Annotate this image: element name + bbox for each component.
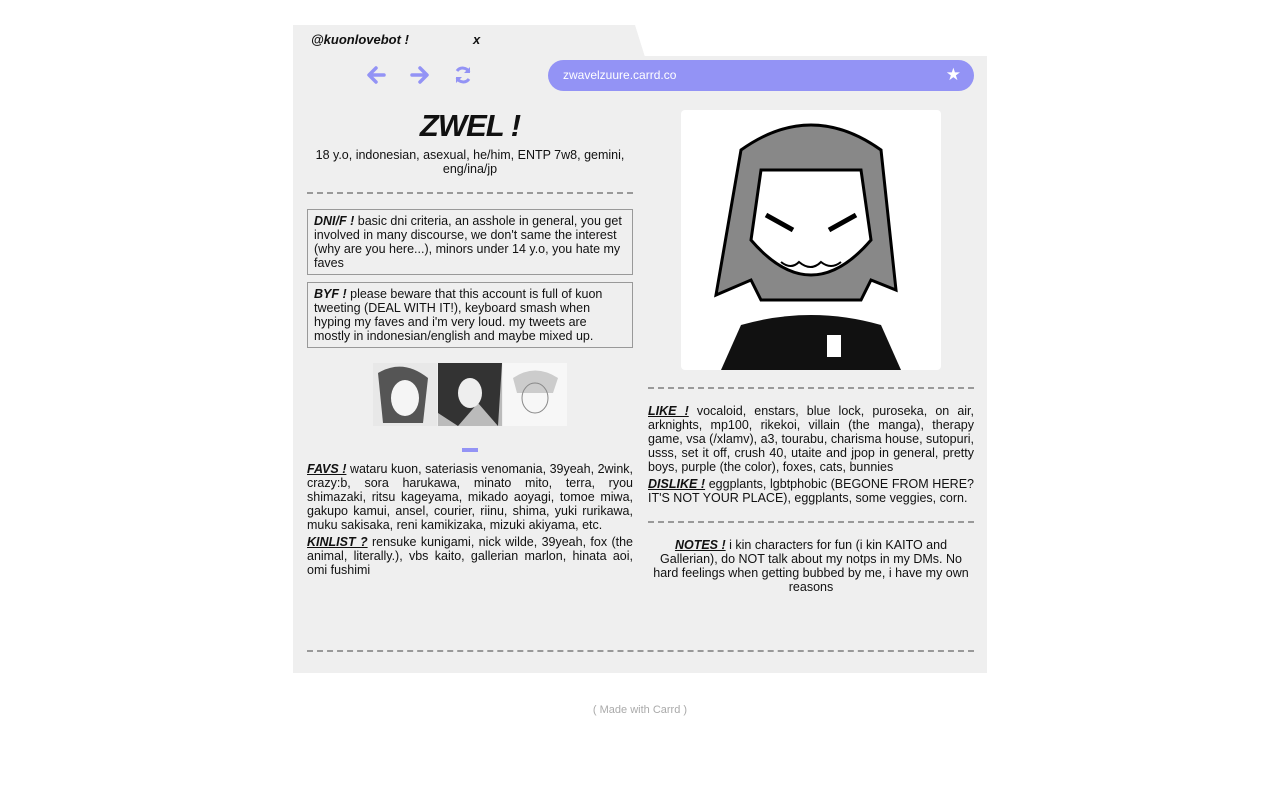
byf-box	[307, 282, 633, 348]
kinlist-label: KINLIST ?	[307, 535, 368, 549]
favs-label: FAVS !	[307, 462, 347, 476]
bottom-divider	[307, 650, 974, 652]
left-column	[307, 108, 633, 577]
right-column	[648, 387, 974, 594]
like-section	[648, 404, 974, 474]
tab-title: @kuonlovebot !	[311, 32, 409, 47]
dni-text: basic dni criteria, an asshole in general, you get involved in many discourse, we don't same the interest (why are you here...), minors under 14 y.o, you hate my faves	[314, 214, 622, 270]
dni-box	[307, 209, 633, 275]
notes-label: NOTES !	[674, 538, 726, 552]
notes-text: i kin characters for fun (i kin KAITO and Gallerian), do NOT talk about my notps in my DMs. No hard feelings when getting bubbed by me, i have my own reasons	[653, 538, 969, 594]
address-bar[interactable]	[548, 60, 974, 91]
gallery-image[interactable]	[373, 363, 437, 426]
byf-text: please beware that this account is full of kuon tweeting (DEAL WITH IT!), keyboard smash when hyping my faves and i'm very loud. my tweets are mostly in indonesian/english and maybe mixed up.	[314, 287, 603, 343]
forward-arrow-icon[interactable]	[410, 65, 430, 85]
divider	[307, 192, 633, 194]
image-gallery	[307, 363, 633, 426]
dislike-label: DISLIKE !	[648, 477, 706, 491]
favs-text: wataru kuon, sateriasis venomania, 39yeah, 2wink, crazy:b, sora harukawa, minato mito, terra, ryou shimazaki, ritsu kageyama, mikado aoyagi, tomoe miwa, gakupo kamui, ansel, courier, riinu, shima, yuki rurikawa, muku sakisaka, reni kamikizaka, mizuki akiyama, etc.	[307, 462, 634, 532]
like-label: LIKE !	[648, 404, 689, 418]
page-title: ZWEL !	[419, 108, 521, 143]
kinlist-section	[307, 535, 633, 577]
profile-avatar	[681, 110, 941, 370]
divider	[648, 521, 974, 523]
like-text: vocaloid, enstars, blue lock, puroseka, on air, arknights, mp100, rikekoi, villain (the manga), therapy game, vsa (/xlamv), a3, tourabu, charisma house, sutopuri, usss, set it off, crush 40, utaite and jpop in general, pretty boys, purple (the color), foxes, cats, bunnies	[648, 404, 974, 474]
byf-label: BYF !	[314, 287, 347, 301]
divider	[648, 387, 974, 389]
gallery-image[interactable]	[438, 363, 502, 426]
url-text: zwavelzuure.carrd.co	[563, 68, 677, 82]
gallery-image[interactable]	[503, 363, 567, 426]
dislike-section	[648, 477, 974, 505]
tab-close-button[interactable]: x	[473, 32, 481, 47]
profile-info: 18 y.o, indonesian, asexual, he/him, ENTP 7w8, gemini, eng/ina/jp	[315, 148, 625, 176]
made-with-carrd-link[interactable]: ( Made with Carrd )	[592, 704, 688, 716]
dislike-text: eggplants, lgbtphobic (BEGONE FROM HERE? IT'S NOT YOUR PLACE), eggplants, some veggies, corn.	[648, 477, 974, 505]
notes-section	[648, 538, 974, 594]
back-arrow-icon[interactable]	[366, 65, 386, 85]
carousel-indicator[interactable]	[462, 448, 478, 452]
refresh-icon[interactable]	[453, 65, 473, 85]
dni-label: DNI/F !	[314, 214, 355, 228]
star-icon[interactable]: ★	[945, 65, 961, 84]
favs-section	[307, 462, 633, 532]
kinlist-text: rensuke kunigami, nick wilde, 39yeah, fox (the animal, literally.), vbs kaito, gallerian marlon, hinata aoi, omi fushimi	[307, 535, 633, 577]
